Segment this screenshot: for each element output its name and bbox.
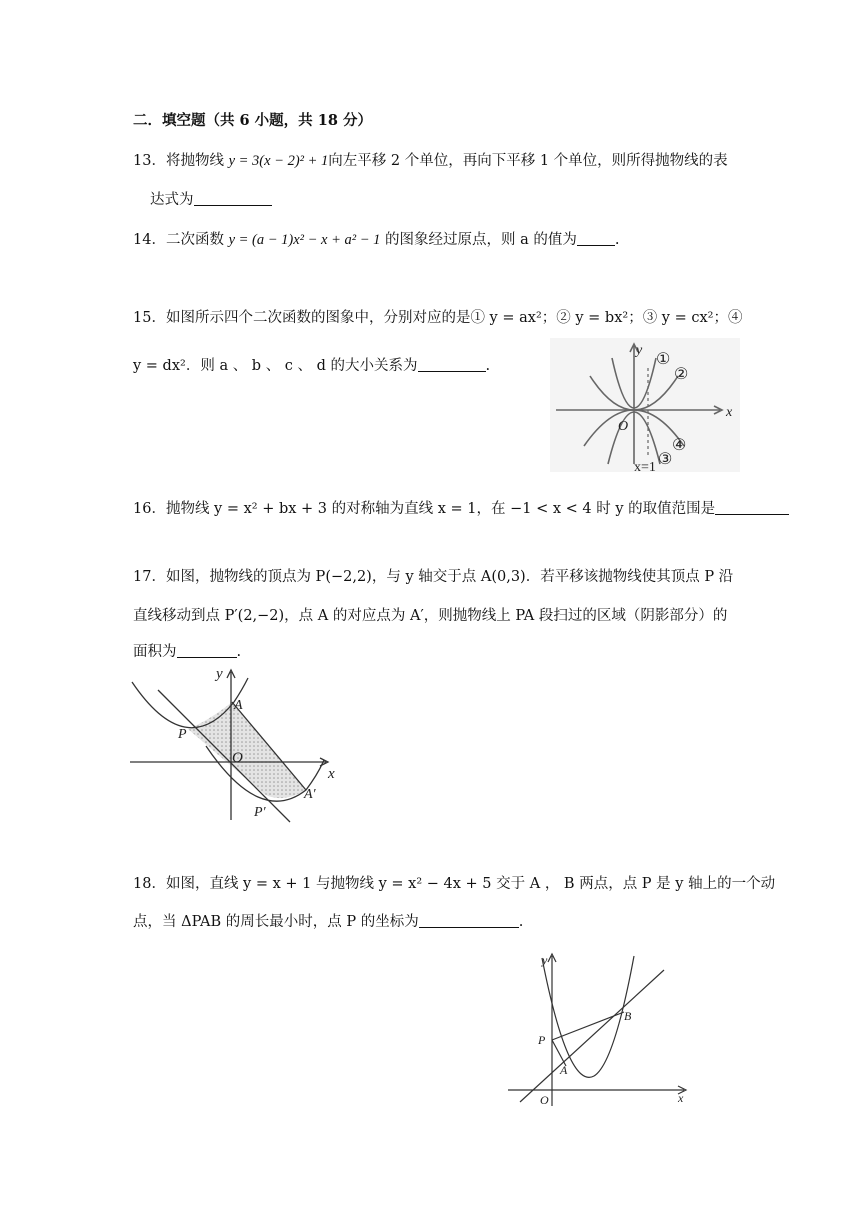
question-15-line-1 — [133, 308, 742, 328]
question-15-line-2 — [133, 356, 490, 376]
q18-text-a: 如图，直线 y = x + 1 与抛物线 y = x² − 4x + 5 交于 A ， B 两点，点 P 是 y 轴上的一个动 — [165, 876, 776, 892]
q18-point-B: B — [624, 1009, 632, 1023]
q18-answer-blank[interactable] — [419, 913, 519, 928]
q15-text-end: . — [485, 358, 491, 374]
q18-origin-label: O — [540, 1093, 549, 1107]
question-18-line-2 — [133, 912, 523, 932]
q15-figure — [550, 338, 740, 472]
q15-curve-label-2: ② — [674, 366, 689, 383]
q17-point-P-prime: P′ — [254, 805, 266, 820]
q15-curve-label-1: ① — [656, 351, 671, 368]
q18-point-P: P — [538, 1033, 546, 1047]
q15-text-b: y = dx²．则 a 、 b 、 c 、 d 的大小关系为 — [133, 358, 418, 374]
q18-number: 18． — [133, 876, 166, 892]
q18-y-label: y — [542, 953, 548, 967]
q13-formula: y = 3(x − 2)² + 1 — [228, 153, 329, 169]
question-18-line-1 — [133, 874, 775, 894]
question-13-line-2 — [150, 190, 272, 210]
q13-text-b: 向左平移 2 个单位，再向下平移 1 个单位，则所得抛物线的表 — [328, 153, 728, 169]
q15-x-label: x — [726, 405, 733, 420]
q17-point-P: P — [178, 727, 187, 742]
question-14 — [133, 230, 620, 250]
q16-text-a: 抛物线 y = x² + bx + 3 的对称轴为直线 x = 1，在 −1 < x < 4 时 y 的取值范围是 — [165, 501, 716, 517]
q17-shaded-region — [188, 702, 306, 798]
q14-answer-blank[interactable] — [577, 231, 615, 246]
q15-curve-label-3: ③ — [658, 451, 673, 468]
q18-segment-PB — [552, 1012, 624, 1040]
q14-text-b: 的图象经过原点，则 a 的值为 — [380, 232, 577, 248]
q15-curve-label-4: ④ — [672, 437, 687, 454]
q16-answer-blank[interactable] — [715, 500, 789, 515]
q17-figure — [128, 664, 358, 824]
q17-text-b: 直线移动到点 P′(2,−2)，点 A 的对应点为 A′，则抛物线上 PA 段扫过的区域（阴影部分）的 — [133, 608, 728, 624]
q18-point-A: A — [560, 1063, 568, 1077]
q17-number: 17． — [133, 569, 166, 585]
q17-point-A: A — [234, 698, 243, 713]
question-17-line-1 — [133, 567, 733, 587]
q15-y-label: y — [636, 343, 643, 358]
q14-formula: y = (a − 1)x² − x + a² − 1 — [228, 232, 381, 248]
q17-text-c: 面积为 — [133, 644, 177, 660]
q18-text-b: 点，当 ΔPAB 的周长最小时，点 P 的坐标为 — [133, 914, 419, 930]
q15-figure-background — [550, 338, 740, 472]
q18-text-end: . — [518, 914, 524, 930]
q13-number: 13． — [133, 153, 166, 169]
q17-text-end: . — [236, 644, 242, 660]
q17-y-label: y — [216, 666, 223, 682]
q18-x-label: x — [678, 1091, 684, 1105]
q15-answer-blank[interactable] — [418, 357, 486, 372]
section-title: 二．填空题（共 6 小题，共 18 分） — [133, 112, 372, 129]
q13-text-c: 达式为 — [150, 192, 194, 208]
q14-text-end: . — [614, 232, 620, 248]
q16-number: 16． — [133, 501, 166, 517]
q17-text-a: 如图，抛物线的顶点为 P(−2,2)，与 y 轴交于点 A(0,3)．若平移该抛物线使其顶点 P 沿 — [165, 569, 734, 585]
question-13-line-1 — [133, 151, 728, 171]
q17-point-A-prime: A′ — [304, 787, 316, 802]
q15-origin-label: O — [618, 419, 629, 434]
q18-figure — [504, 950, 700, 1108]
q17-answer-blank[interactable] — [177, 643, 237, 658]
q13-answer-blank[interactable] — [194, 191, 272, 206]
q15-number: 15． — [133, 310, 166, 326]
q18-parabola — [542, 956, 634, 1077]
q14-number: 14． — [133, 232, 166, 248]
q17-x-label: x — [328, 766, 335, 782]
q15-line-label: x=1 — [634, 460, 656, 472]
question-16 — [133, 499, 789, 519]
q14-text-a: 二次函数 — [165, 232, 229, 248]
question-17-line-3 — [133, 642, 241, 662]
q15-text-a: 如图所示四个二次函数的图象中，分别对应的是① y = ax²；② y = bx²；③ y = cx²；④ — [165, 310, 743, 326]
question-17-line-2 — [133, 606, 727, 626]
q17-origin-label: O — [232, 750, 243, 766]
q13-text-a: 将抛物线 — [165, 153, 229, 169]
